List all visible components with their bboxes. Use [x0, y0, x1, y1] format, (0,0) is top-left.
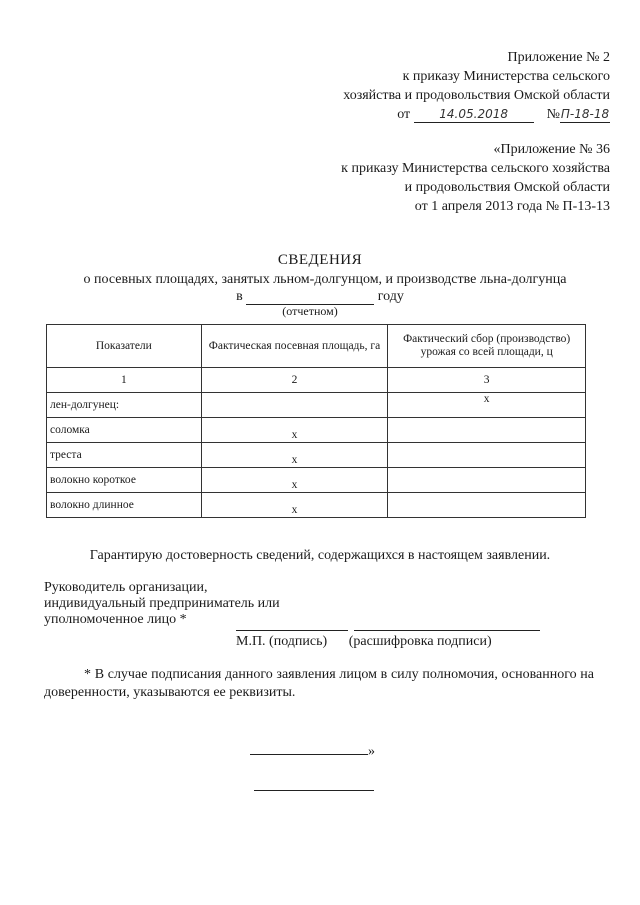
footnote: * В случае подписания данного заявления лицом в силу полномочия, основанного на доверенности, указываются ее реквизиты. [44, 667, 594, 700]
reporting-year-line [0, 289, 640, 305]
column-number: 3 [388, 368, 586, 393]
reporting-year-note: (отчетном) [282, 304, 338, 318]
harvest-cell[interactable] [388, 468, 586, 493]
number-label: № [546, 107, 560, 122]
table-row [47, 468, 586, 493]
row-label: волокно короткое [47, 468, 202, 493]
table-number-row [47, 368, 586, 393]
sown-area-cell: х [201, 443, 388, 468]
blank-line-with-quote [250, 740, 375, 760]
order-date-handwritten: 14.05.2018 [439, 107, 508, 121]
document-title: СВЕДЕНИЯ [277, 252, 363, 268]
signature-field[interactable] [236, 616, 348, 631]
harvest-cell[interactable] [388, 493, 586, 518]
blank-field[interactable] [254, 776, 374, 791]
closing-quote: » [368, 744, 375, 759]
row-label: волокно длинное [47, 493, 202, 518]
signer-line: Руководитель организации, [44, 580, 208, 595]
signature-decode-label: (расшифровка подписи) [348, 634, 492, 649]
sown-area-cell: х [201, 418, 388, 443]
original-order-line: к приказу Министерства сельского хозяйства [341, 161, 610, 176]
appendix-number: Приложение № 2 [507, 50, 610, 65]
from-label: от [397, 107, 411, 122]
table-row [47, 393, 586, 418]
row-label: соломка [47, 418, 202, 443]
header-sown-area: Фактическая посевная площадь, га [201, 325, 388, 368]
original-appendix-header [341, 140, 610, 216]
header-harvest: Фактический сбор (производство) урожая со всей площади, ц [388, 325, 586, 368]
ministry-line: хозяйства и продовольствия Омской области [343, 88, 610, 103]
sown-area-cell[interactable] [201, 393, 388, 418]
harvest-cell[interactable] [388, 418, 586, 443]
row-label: лен-долгунец: [47, 393, 202, 418]
order-line: к приказу Министерства сельского [402, 69, 610, 84]
sown-area-cell: х [201, 493, 388, 518]
original-appendix-number: «Приложение № 36 [493, 142, 610, 157]
order-date-field [414, 107, 534, 123]
column-number: 1 [47, 368, 202, 393]
guarantee-statement: Гарантирую достоверность сведений, содержащихся в настоящем заявлении. [89, 548, 551, 563]
table-row [47, 418, 586, 443]
row-label: треста [47, 443, 202, 468]
document-subtitle: о посевных площадях, занятых льном-долгунцом, и производстве льна-долгунца [83, 272, 567, 287]
signature-captions [236, 634, 510, 650]
signer-line: индивидуальный предприниматель или [44, 596, 280, 611]
order-date-line [343, 105, 610, 124]
appendix-header [343, 48, 610, 124]
sown-area-cell: х [201, 468, 388, 493]
signer-line: уполномоченное лицо * [44, 612, 187, 627]
table-header-row [47, 325, 586, 368]
signature-decode-field[interactable] [354, 616, 540, 631]
year-prefix: в [236, 289, 243, 304]
column-number: 2 [201, 368, 388, 393]
original-ministry-line: и продовольствия Омской области [404, 180, 610, 195]
reporting-year-field[interactable] [246, 290, 374, 305]
order-number-field [560, 107, 610, 123]
mp-signature-label: М.П. (подпись) [236, 634, 328, 649]
blank-field[interactable] [250, 740, 368, 755]
harvest-cell[interactable] [388, 443, 586, 468]
year-suffix: году [377, 289, 404, 304]
table-row [47, 443, 586, 468]
harvest-cell: х [388, 393, 586, 418]
table-row [47, 493, 586, 518]
order-number-handwritten: П-18-18 [560, 107, 610, 121]
header-indicators: Показатели [47, 325, 202, 368]
flax-data-table [46, 324, 586, 518]
original-order-date: от 1 апреля 2013 года № П-13-13 [414, 199, 610, 214]
